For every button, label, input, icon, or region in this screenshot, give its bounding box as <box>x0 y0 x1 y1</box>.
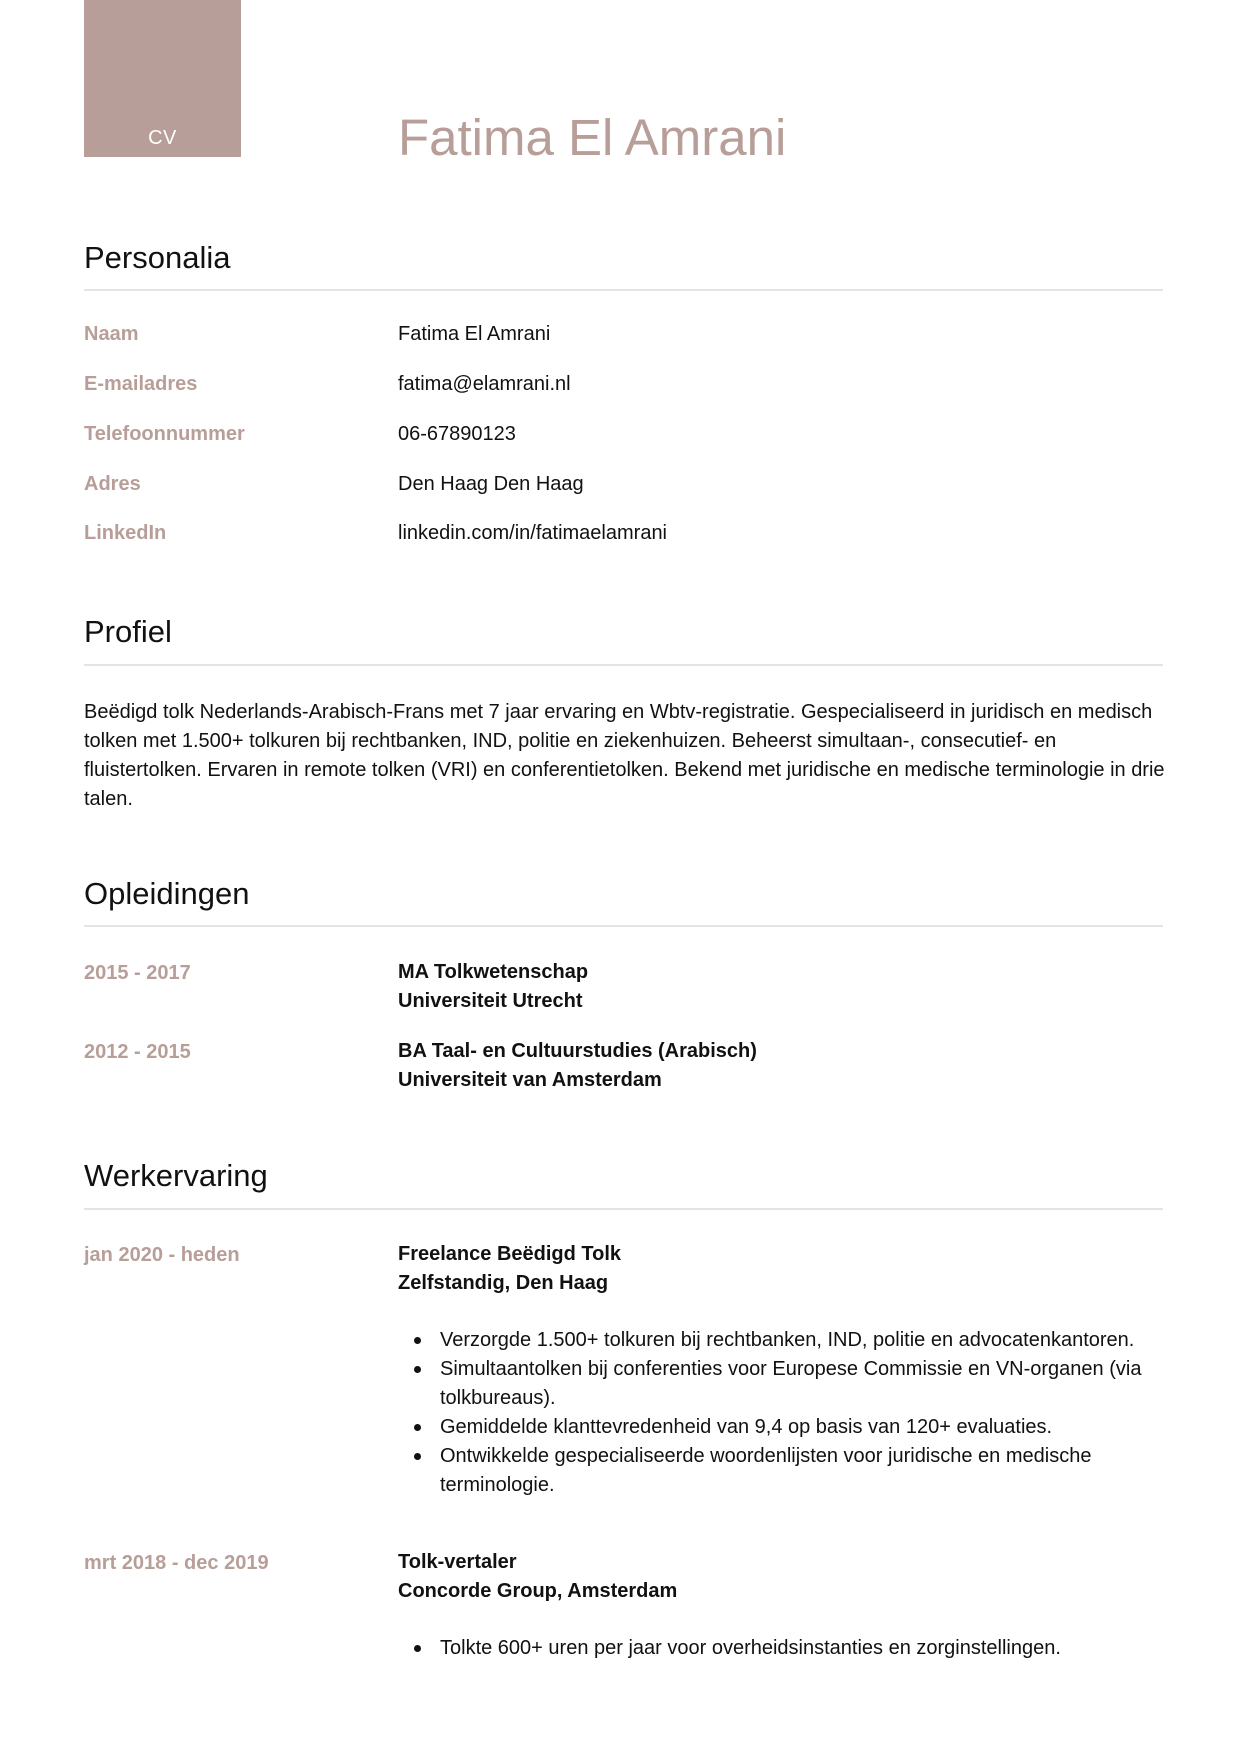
achievement-text: Ontwikkelde gespecialiseerde woordenlijsten voor juridische en medische terminologie. <box>440 1445 1092 1496</box>
bullet-icon <box>414 1453 421 1460</box>
education-degree: MA Tolkwetenschap <box>398 961 589 983</box>
section-title-profiel: Profiel <box>84 614 172 649</box>
education-period: 2012 - 2015 <box>84 1041 191 1063</box>
bullet-icon <box>414 1645 421 1652</box>
work-company: Concorde Group, Amsterdam <box>398 1580 678 1602</box>
work-achievements-list <box>398 1634 1158 1663</box>
bullet-icon <box>414 1424 421 1431</box>
list-item <box>398 1413 1158 1442</box>
personalia-label-telefoon: Telefoonnummer <box>84 423 245 445</box>
list-item <box>398 1355 1158 1413</box>
list-item <box>398 1326 1158 1355</box>
education-school: Universiteit Utrecht <box>398 990 583 1012</box>
achievement-text: Gemiddelde klanttevredenheid van 9,4 op basis van 120+ evaluaties. <box>440 1416 1053 1438</box>
bullet-icon <box>414 1337 421 1344</box>
education-school: Universiteit van Amsterdam <box>398 1069 662 1091</box>
section-divider <box>84 664 1163 666</box>
section-title-werkervaring: Werkervaring <box>84 1158 268 1193</box>
section-title-opleidingen: Opleidingen <box>84 876 250 911</box>
personalia-value-linkedin: linkedin.com/in/fatimaelamrani <box>398 522 668 544</box>
personalia-value-email: fatima@elamrani.nl <box>398 373 571 395</box>
bullet-icon <box>414 1366 421 1373</box>
education-degree: BA Taal- en Cultuurstudies (Arabisch) <box>398 1040 757 1062</box>
personalia-label-linkedin: LinkedIn <box>84 522 167 544</box>
education-period: 2015 - 2017 <box>84 962 191 984</box>
personalia-value-telefoon: 06-67890123 <box>398 423 516 445</box>
candidate-name: Fatima El Amrani <box>398 109 787 166</box>
work-role: Tolk-vertaler <box>398 1551 517 1573</box>
list-item <box>398 1634 1158 1663</box>
personalia-label-adres: Adres <box>84 473 141 495</box>
photo-label: CV <box>148 127 177 149</box>
achievement-text: Simultaantolken bij conferenties voor Europese Commissie en VN-organen (via tolkbureaus). <box>440 1358 1142 1409</box>
work-role: Freelance Beëdigd Tolk <box>398 1243 622 1265</box>
personalia-value-naam: Fatima El Amrani <box>398 323 551 345</box>
achievement-text: Verzorgde 1.500+ tolkuren bij rechtbanken, IND, politie en advocatenkantoren. <box>440 1329 1135 1351</box>
list-item <box>398 1442 1158 1500</box>
photo-placeholder <box>84 0 241 157</box>
section-title-personalia: Personalia <box>84 240 231 275</box>
section-divider <box>84 1208 1163 1210</box>
profile-summary: Beëdigd tolk Nederlands-Arabisch-Frans met 7 jaar ervaring en Wbtv-registratie. Gespecialiseerd in juridisch en medisch tolken met 1.500+ tolkuren bij rechtbanken, IND, politie en ziekenhuizen. Beheerst simultaan-, consecutief- en fluistertolken. Ervaren in remote tolken (VRI) en conferentietolken. Bekend met juridische en medische terminologie in drie talen. <box>84 701 1165 810</box>
personalia-label-email: E-mailadres <box>84 373 198 395</box>
personalia-label-naam: Naam <box>84 323 139 345</box>
section-divider <box>84 289 1163 291</box>
work-period: mrt 2018 - dec 2019 <box>84 1552 269 1574</box>
work-achievements-list <box>398 1326 1158 1500</box>
section-divider <box>84 925 1163 927</box>
work-company: Zelfstandig, Den Haag <box>398 1272 609 1294</box>
personalia-value-adres: Den Haag Den Haag <box>398 473 584 495</box>
work-period: jan 2020 - heden <box>84 1244 240 1266</box>
achievement-text: Tolkte 600+ uren per jaar voor overheidsinstanties en zorginstellingen. <box>440 1637 1061 1659</box>
